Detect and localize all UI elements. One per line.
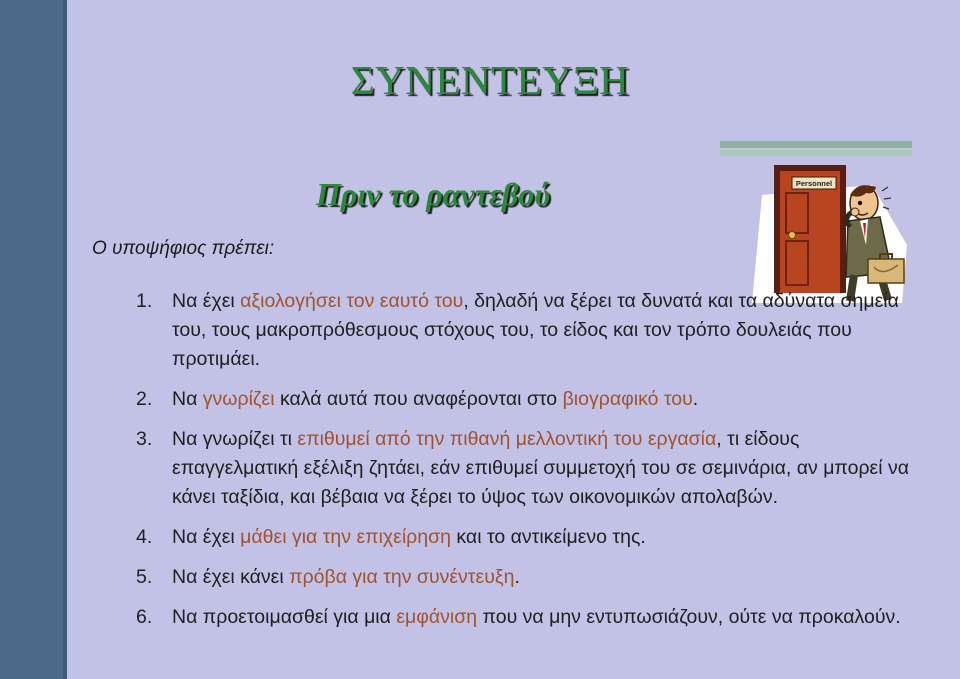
highlighted-text: εμφάνιση: [396, 606, 478, 628]
highlighted-text: μάθει για την επιχείρηση: [240, 526, 451, 548]
highlighted-text: επιθυμεί από την πιθανή μελλοντική του εργασία: [297, 428, 717, 450]
highlighted-text: πρόβα για την συνέντευξη: [289, 566, 515, 588]
list-item-text: Να: [172, 388, 203, 410]
slide-subtitle: Πριν το ραντεβού: [316, 176, 550, 212]
nervous-candidate-at-door-illustration: [742, 155, 912, 305]
list-item-text: , τι είδους επαγγελματική εξέλιξη ζητάει, εάν επιθυμεί συμμετοχή του σε σεμινάρια, αν μπορεί να κάνει ταξίδια, και βέβαια να ξέρει το ύψος των οικονομικών απολαβών.: [172, 428, 910, 508]
list-item-text: Να έχει: [172, 290, 241, 312]
decor-bar-top: [720, 141, 912, 148]
list-item-text: Να γνωρίζει τι: [172, 428, 298, 450]
list-item: [136, 603, 926, 632]
list-item: [136, 287, 926, 374]
list-item-text: Να έχει: [172, 526, 241, 548]
list-item-number: 3.: [136, 428, 153, 450]
person-hand: [851, 208, 859, 216]
list-item: [136, 385, 926, 414]
list-item-text: , δηλαδή να ξέρει τα δυνατά και τα αδύνατα σημεία του, τους μακροπρόθεσμους στόχους του, το είδος και τον τρόπο δουλειάς που προτιμάει.: [172, 290, 899, 370]
person-eye: [858, 201, 862, 205]
list-item-text: καλά αυτά που αναφέρονται στο: [274, 388, 563, 410]
list-item: [136, 523, 926, 552]
list-item-text: .: [692, 388, 699, 410]
list-item-number: 1.: [136, 290, 153, 312]
list-item-text: Να έχει κάνει: [172, 566, 290, 588]
list-item-text: που να μην εντυπωσιάζουν, ούτε να προκαλούν.: [477, 606, 901, 628]
list-item-number: 2.: [136, 388, 153, 410]
list-item-number: 5.: [136, 566, 153, 588]
list-item-number: 4.: [136, 526, 153, 548]
list-item-text: .: [514, 566, 520, 588]
list-item: [136, 563, 926, 592]
list-item: [136, 425, 926, 512]
slide-title: ΣΥΝΕΝΤΕΥΞΗ: [350, 57, 630, 103]
highlighted-text: γνωρίζει: [202, 388, 275, 410]
door-sign-text: Personnel: [795, 179, 833, 188]
list-item-text: Να προετοιμασθεί για μια: [172, 606, 397, 628]
door-knob-icon: [789, 232, 796, 239]
requirements-list: [136, 287, 926, 643]
intro-text: Ο υποψήφιος πρέπει:: [92, 238, 275, 259]
list-item-number: 6.: [136, 606, 153, 628]
list-item-text: και το αντικείμενο της.: [451, 526, 646, 548]
highlighted-text: βιογραφικό του: [562, 388, 693, 410]
highlighted-text: αξιολογήσει τον εαυτό του: [240, 290, 464, 312]
